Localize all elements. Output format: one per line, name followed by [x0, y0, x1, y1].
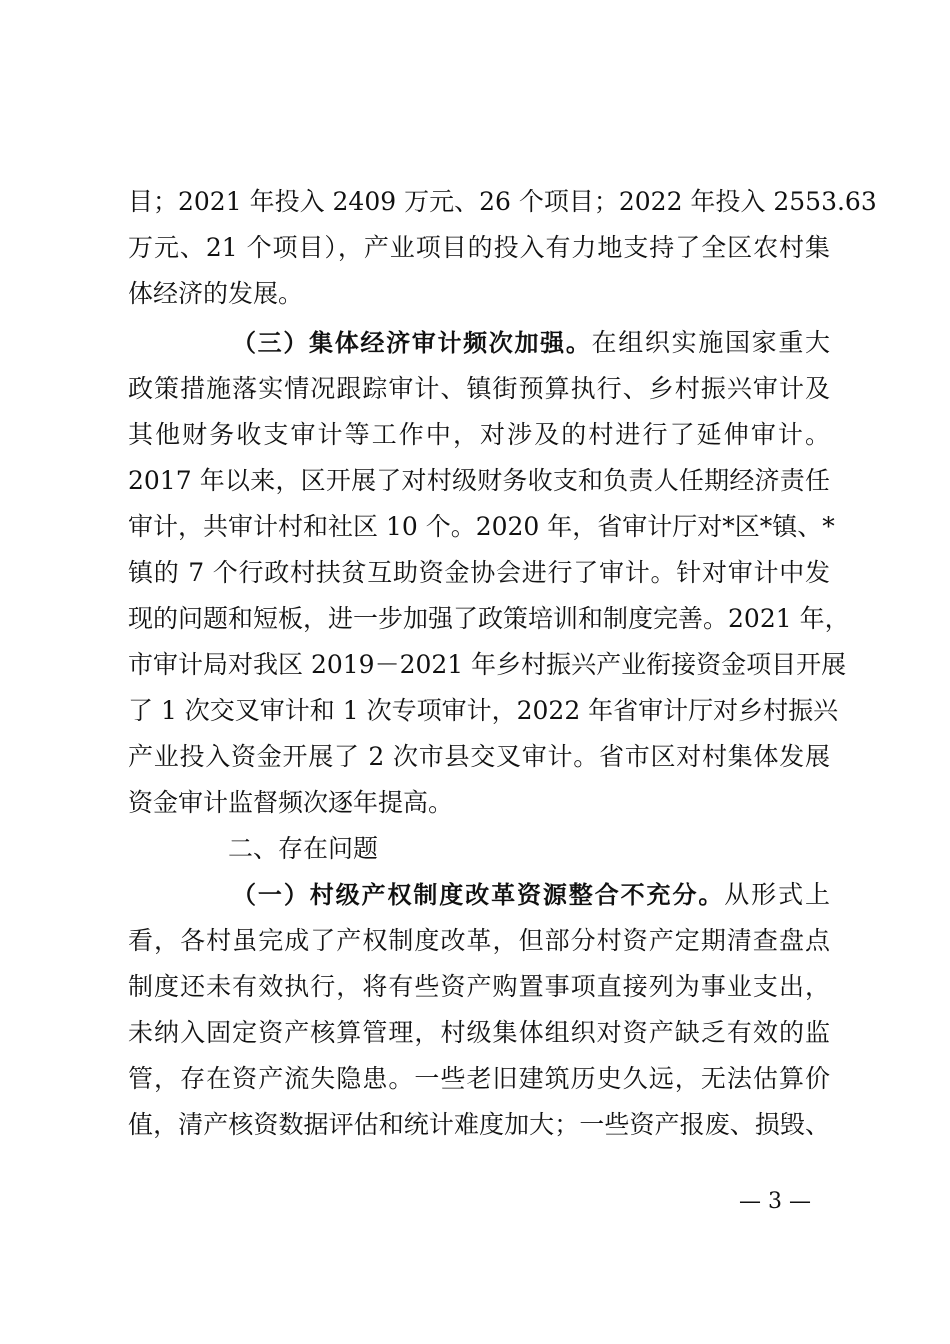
body-line: 未纳入固定资产核算管理，村级集体组织对资产缺乏有效的监 [128, 1018, 830, 1047]
body-line: 万元、21 个项目），产业项目的投入有力地支持了全区农村集 [128, 233, 830, 262]
body-line: 资金审计监督频次逐年提高。 [128, 788, 454, 817]
body-line: 值，清产核资数据评估和统计难度加大；一些资产报废、损毁、 [128, 1110, 830, 1139]
body-line: 政策措施落实情况跟踪审计、镇街预算执行、乡村振兴审计及 [128, 374, 830, 403]
body-line: 管，存在资产流失隐患。一些老旧建筑历史久远，无法估算价 [128, 1064, 830, 1093]
body-line: 2017 年以来，区开展了对村级财务收支和负责人任期经济责任 [128, 466, 830, 495]
problem-one-first-line-text: 从形式上 [724, 880, 830, 909]
body-line: 产业投入资金开展了 2 次市县交叉审计。省市区对村集体发展 [128, 742, 830, 771]
section-heading: 二、存在问题 [228, 834, 379, 863]
body-line: 体经济的发展。 [128, 279, 304, 308]
body-line: 镇的 7 个行政村扶贫互助资金协会进行了审计。针对审计中发 [128, 558, 830, 587]
body-line: 审计，共审计村和社区 10 个。2020 年，省审计厅对*区*镇、* [128, 512, 835, 541]
page-number: — 3 — [739, 1189, 811, 1214]
body-line: 其他财务收支审计等工作中，对涉及的村进行了延伸审计。 [128, 420, 830, 449]
problem-one-first-line [232, 872, 830, 918]
section-three-first-line-text: 在组织实施国家重大 [591, 328, 830, 357]
body-line: 市审计局对我区 2019－2021 年乡村振兴产业衔接资金项目开展 [128, 650, 847, 679]
body-line: 制度还未有效执行，将有些资产购置事项直接列为事业支出， [128, 972, 830, 1001]
problem-one-title: （一）村级产权制度改革资源整合不充分。 [232, 881, 725, 909]
section-three-title: （三）集体经济审计频次加强。 [232, 329, 592, 357]
section-three-first-line [232, 320, 830, 366]
body-line: 目；2021 年投入 2409 万元、26 个项目；2022 年投入 2553.63 [128, 187, 877, 216]
body-line: 现的问题和短板，进一步加强了政策培训和制度完善。2021 年， [128, 604, 850, 633]
body-line: 看，各村虽完成了产权制度改革，但部分村资产定期清查盘点 [128, 926, 830, 955]
body-line: 了 1 次交叉审计和 1 次专项审计，2022 年省审计厅对乡村振兴 [128, 696, 839, 725]
